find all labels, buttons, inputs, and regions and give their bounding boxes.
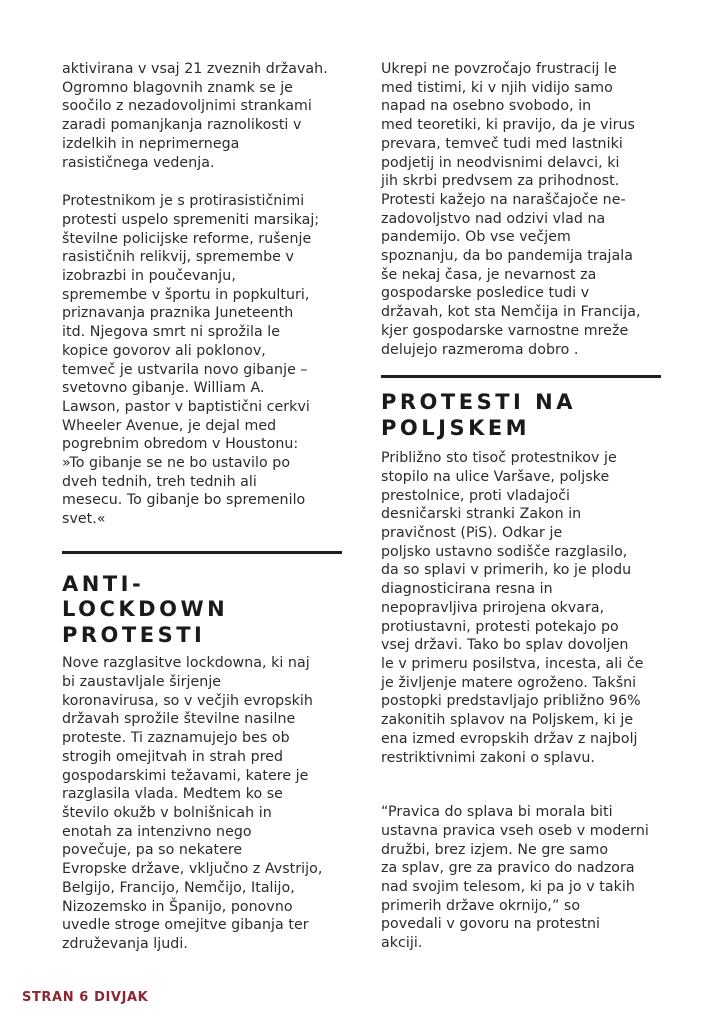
quote-paragraph: “Pravica do splava bi morala biti ustavna pravica vseh oseb v moderni družbi, brez izjem. Ne gre samo za splav, gre za pravico do nadzora nad svojim telesom, ki pa jo v takih primerih države okrnijo,” so povedali v govoru na protestni akciji.: [381, 804, 649, 952]
section-heading: ANTI- LOCKDOWN PROTESTI: [62, 571, 229, 647]
body-paragraph: Nove razglasitve lockdowna, ki naj bi zaustavljale širjenje koronavirusa, so v večjih evropskih državah sprožile številne nasilne proteste. Ti zaznamujejo bes ob strogih omejitvah in strah pred gospodarskimi težavami, katere je razglasila vlada. Medtem ko se število okužb v bolnišnicah in enotah za intenzivno nego povečuje, pa so nekatere Evropske države, vključno z Avstrijo, Belgijo, Francijo, Nemčijo, Italijo, Nizozemsko in Španijo, ponovno uvedle stroge omejitve gibanja ter združevanja ljudi.: [62, 655, 323, 952]
body-paragraph: Približno sto tisoč protestnikov je stopilo na ulice Varšave, poljske prestolnice, proti vladajoči desničarski stranki Zakon in pravičnost (PiS). Odkar je poljsko ustavno sodišče razglasilo, da so splavi v primerih, ko je plodu diagnosticirana resna in nepopravljiva prirojena okvara, protiustavni, protesti potekajo po vsej državi. Tako bo splav dovoljen le v primeru posilstva, incesta, ali če je življenje matere ogroženo. Takšni postopki predstavljajo približno 96% zakonitih splavov na Poljskem, ki je ena izmed evropskih držav z najbolj restriktivnimi zakoni o splavu.: [381, 450, 644, 766]
body-paragraph: Protestnikom je s protirasističnimi protesti uspelo spremeniti marsikaj; številne policijske reforme, rušenje rasističnih relikvij, spremembe v izobrazbi in poučevanju, spremembe v športu in popkulturi, priznavanja praznika Juneteenth itd. Njegova smrt ni sprožila le kopice govorov ali poklonov, temveč je ustvarila novo gibanje – svetovno gibanje. William A. Lawson, pastor v baptistični cerkvi Wheeler Avenue, je dejal med pogrebnim obredom v Houstonu: »To gibanje se ne bo ustavilo po dveh tednih, treh tednih ali mesecu. To gibanje bo spremenilo svet.«: [62, 193, 320, 528]
body-paragraph: aktivirana v vsaj 21 zveznih državah. Ogromno blagovnih znamk se je soočilo z nezadovoljnimi strankami zaradi pomanjkanja raznolikosti v izdelkih in neprimernega rasističnega vedenja.: [62, 61, 328, 171]
section-heading: PROTESTI NA POLJSKEM: [381, 390, 576, 440]
body-paragraph: Ukrepi ne povzročajo frustracij le med tistimi, ki v njih vidijo samo napad na osebno svobodo, in med teoretiki, ki pravijo, da je virus prevara, temveč tudi med lastniki podjetij in neodvisnimi delavci, ki jih skrbi predvsem za prihodnost. Protesti kažejo na naraščajoče ne- zadovoljstvo nad odzivi vlad na pandemijo. Ob vse večjem spoznanju, da bo pandemija trajala še nekaj časa, je nevarnost za gospodarske posledice tudi v državah, kot sta Nemčija in Francija, kjer gospodarske varnostne mreže delujejo razmeroma dobro .: [381, 61, 641, 358]
right-column: [381, 60, 661, 953]
page-footer: STRAN 6 DIVJAK: [22, 990, 149, 1005]
left-column: [62, 60, 342, 954]
